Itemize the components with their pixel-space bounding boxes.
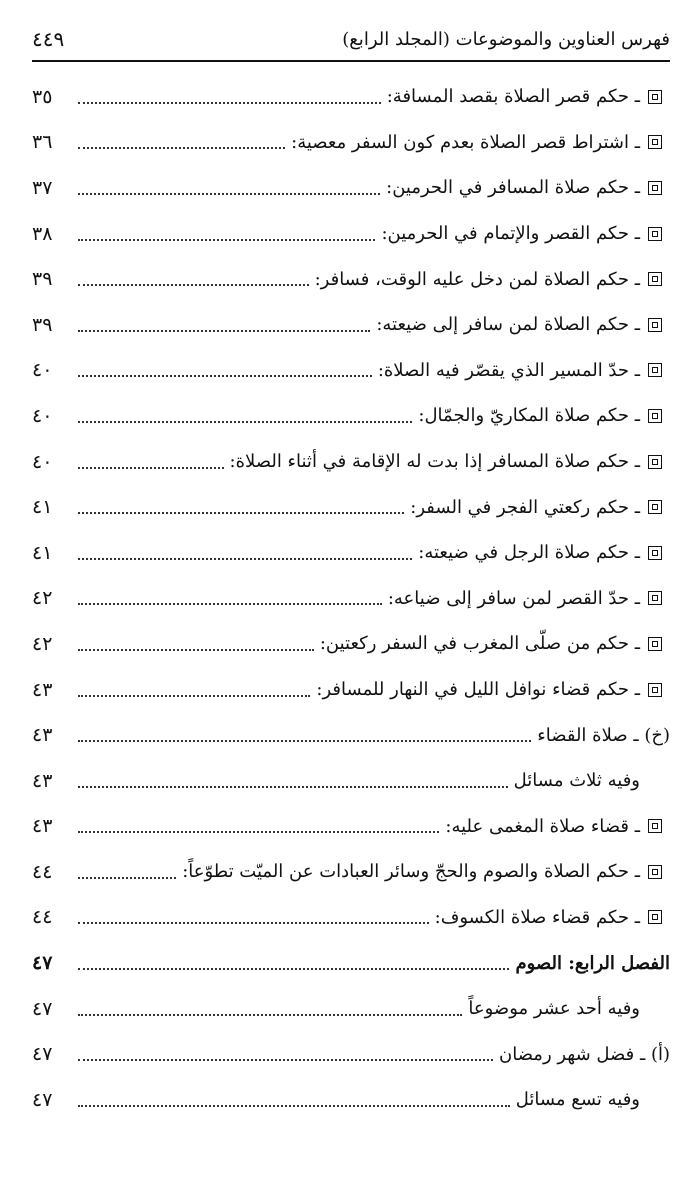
toc-entry-title: ـ حكم من صلّى المغرب في السفر ركعتين: xyxy=(319,633,640,655)
toc-entry xyxy=(32,256,670,302)
table-of-contents xyxy=(32,74,670,1123)
dot-leader xyxy=(78,147,285,149)
toc-entry-page: ٣٦ xyxy=(32,131,53,154)
toc-entry xyxy=(32,211,670,257)
toc-entry-title: ـ حدّ المسير الذي يقصّر فيه الصلاة: xyxy=(377,359,640,381)
toc-entry-title: ـ حكم صلاة المسافر في الحرمين: xyxy=(386,177,640,199)
square-bullet-icon xyxy=(648,455,662,469)
page-header xyxy=(32,18,670,62)
toc-entry-title: ـ حكم قضاء صلاة الكسوف: xyxy=(434,906,640,928)
toc-entry-page: ٣٥ xyxy=(32,85,53,108)
dot-leader xyxy=(78,1105,510,1107)
toc-entry-page: ٤٣ xyxy=(32,769,53,792)
toc-entry-title: ـ حكم القصر والإتمام في الحرمين: xyxy=(381,223,640,245)
toc-entry-title: وفيه تسع مسائل xyxy=(515,1089,640,1111)
toc-entry xyxy=(32,530,670,576)
toc-entry-title: ـ حكم الصلاة لمن سافر إلى ضيعته: xyxy=(376,314,640,336)
square-bullet-icon xyxy=(648,819,662,833)
toc-entry-title: (أ) ـ فضل شهر رمضان xyxy=(498,1043,670,1065)
toc-entry-page: ٣٧ xyxy=(32,176,53,199)
toc-entry-page: ٣٩ xyxy=(32,313,53,336)
dot-leader xyxy=(78,695,310,697)
toc-entry-page: ٤٧ xyxy=(32,952,53,975)
toc-entry xyxy=(32,576,670,622)
square-bullet-icon xyxy=(648,272,662,286)
dot-leader xyxy=(78,512,404,514)
toc-entry-page: ٤٣ xyxy=(32,815,53,838)
toc-entry xyxy=(32,393,670,439)
toc-entry-page: ٤٧ xyxy=(32,1088,53,1111)
toc-entry xyxy=(32,74,670,120)
dot-leader xyxy=(78,831,439,833)
toc-entry-title: ـ حكم صلاة المكاريّ والجمّال: xyxy=(418,405,640,427)
toc-entry xyxy=(32,667,670,713)
square-bullet-icon xyxy=(648,363,662,377)
toc-entry-page: ٤٠ xyxy=(32,359,53,382)
dot-leader xyxy=(78,239,375,241)
dot-leader xyxy=(78,330,370,332)
toc-entry xyxy=(32,165,670,211)
toc-entry-page: ٤٧ xyxy=(32,1043,53,1066)
toc-entry xyxy=(32,1031,670,1077)
toc-entry-page: ٤١ xyxy=(32,496,53,519)
toc-entry-title: ـ حكم قضاء نوافل الليل في النهار للمسافر: xyxy=(316,679,640,701)
toc-entry-page: ٤٢ xyxy=(32,632,53,655)
toc-entry xyxy=(32,758,670,804)
toc-entry xyxy=(32,120,670,166)
toc-entry-page: ٤٤ xyxy=(32,906,53,929)
toc-entry-page: ٤٢ xyxy=(32,587,53,610)
dot-leader xyxy=(78,603,382,605)
square-bullet-icon xyxy=(648,546,662,560)
toc-entry-title: ـ حكم صلاة الرجل في ضيعته: xyxy=(418,542,640,564)
dot-leader xyxy=(78,740,531,742)
square-bullet-icon xyxy=(648,318,662,332)
dot-leader xyxy=(78,421,412,423)
dot-leader xyxy=(78,193,380,195)
dot-leader xyxy=(78,1059,493,1061)
square-bullet-icon xyxy=(648,500,662,514)
toc-entry-page: ٤٣ xyxy=(32,678,53,701)
toc-entry-title: وفيه أحد عشر موضوعاً xyxy=(468,998,640,1020)
toc-entry-title: ـ حدّ القصر لمن سافر إلى ضياعه: xyxy=(387,587,640,609)
toc-entry xyxy=(32,849,670,895)
toc-entry-page: ٤٣ xyxy=(32,724,53,747)
toc-entry-title: ـ حكم ركعتي الفجر في السفر: xyxy=(410,496,640,518)
square-bullet-icon xyxy=(648,865,662,879)
toc-entry-title: ـ قضاء صلاة المغمى عليه: xyxy=(445,815,640,837)
toc-entry xyxy=(32,804,670,850)
toc-entry-title: ـ حكم الصلاة لمن دخل عليه الوقت، فسافر: xyxy=(314,268,640,290)
toc-entry-page: ٤٠ xyxy=(32,404,53,427)
running-title: فهرس العناوين والموضوعات (المجلد الرابع) xyxy=(342,28,670,50)
dot-leader xyxy=(78,968,509,970)
toc-entry xyxy=(32,1077,670,1123)
dot-leader xyxy=(78,922,429,924)
toc-entry xyxy=(32,940,670,986)
toc-entry xyxy=(32,712,670,758)
dot-leader xyxy=(78,786,508,788)
toc-entry-page: ٤٤ xyxy=(32,860,53,883)
toc-entry-title: ـ اشتراط قصر الصلاة بعدم كون السفر معصية: xyxy=(291,131,640,153)
toc-entry xyxy=(32,621,670,667)
toc-entry-page: ٤١ xyxy=(32,541,53,564)
toc-entry xyxy=(32,895,670,941)
toc-entry-title: ـ حكم قصر الصلاة بقصد المسافة: xyxy=(386,86,640,108)
toc-entry-page: ٤٠ xyxy=(32,450,53,473)
toc-entry-page: ٤٧ xyxy=(32,997,53,1020)
dot-leader xyxy=(78,102,381,104)
toc-entry xyxy=(32,986,670,1032)
dot-leader xyxy=(78,877,176,879)
square-bullet-icon xyxy=(648,227,662,241)
toc-entry-title: ـ حكم الصلاة والصوم والحجّ وسائر العبادات عن الميّت تطوّعاً: xyxy=(182,861,640,883)
square-bullet-icon xyxy=(648,683,662,697)
toc-entry xyxy=(32,484,670,530)
square-bullet-icon xyxy=(648,181,662,195)
dot-leader xyxy=(78,558,412,560)
toc-entry xyxy=(32,439,670,485)
square-bullet-icon xyxy=(648,90,662,104)
toc-entry-title: وفيه ثلاث مسائل xyxy=(513,770,640,792)
dot-leader xyxy=(78,284,309,286)
square-bullet-icon xyxy=(648,591,662,605)
toc-entry xyxy=(32,302,670,348)
toc-entry-title: الفصل الرابع: الصوم xyxy=(515,952,670,974)
toc-entry xyxy=(32,348,670,394)
toc-entry-page: ٣٩ xyxy=(32,268,53,291)
square-bullet-icon xyxy=(648,135,662,149)
toc-entry-page: ٣٨ xyxy=(32,222,53,245)
toc-entry-title: (خ) ـ صلاة القضاء xyxy=(537,724,670,746)
dot-leader xyxy=(78,649,314,651)
dot-leader xyxy=(78,467,224,469)
dot-leader xyxy=(78,1014,462,1016)
page-number: ٤٤٩ xyxy=(32,27,65,51)
square-bullet-icon xyxy=(648,637,662,651)
square-bullet-icon xyxy=(648,910,662,924)
toc-entry-title: ـ حكم صلاة المسافر إذا بدت له الإقامة في أثناء الصلاة: xyxy=(229,451,640,473)
square-bullet-icon xyxy=(648,409,662,423)
dot-leader xyxy=(78,375,372,377)
